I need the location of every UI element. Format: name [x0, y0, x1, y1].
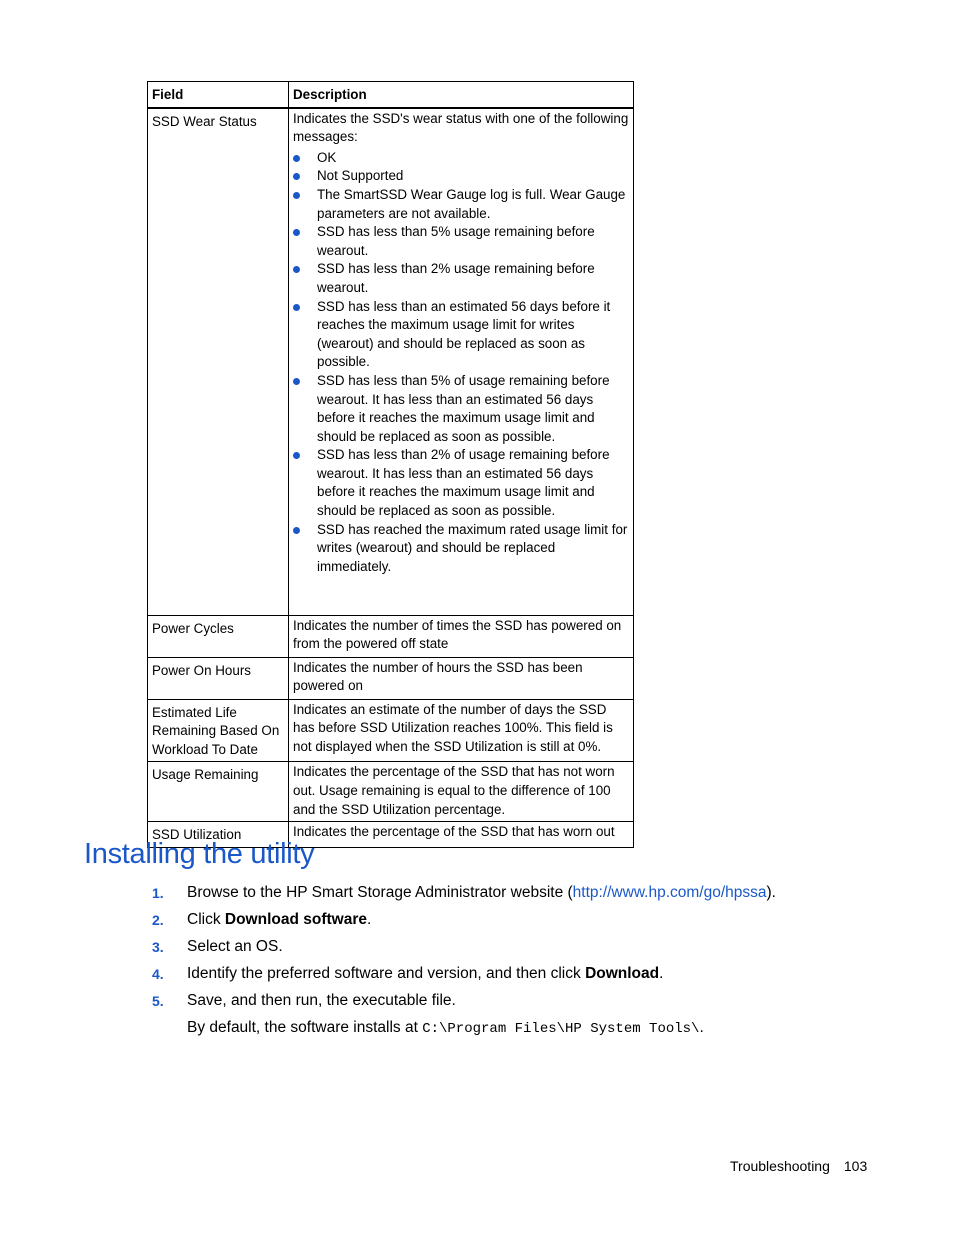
- bullet-icon: [293, 452, 300, 459]
- bullet-icon: [293, 229, 300, 236]
- description-cell: Indicates the percentage of the SSD that has worn out: [289, 822, 634, 848]
- step-number: 2.: [152, 912, 164, 928]
- field-cell: SSD Wear Status: [148, 108, 289, 616]
- step-text: Browse to the HP Smart Storage Administrator website (http://www.hp.com/go/hpssa).: [187, 884, 776, 901]
- header-description: Description: [289, 82, 634, 108]
- table-row: [148, 699, 634, 762]
- bullet-icon: [293, 527, 300, 534]
- header-field: Field: [148, 82, 289, 108]
- section-heading: Installing the utility: [84, 838, 315, 870]
- table-header-row: [148, 82, 634, 108]
- install-path: C:\Program Files\HP System Tools\: [422, 1021, 700, 1037]
- list-item: SSD has less than 5% of usage remaining before wearout. It has less than an estimated 56 days before it reaches the maximum usage limit and should be replaced as soon as possible.: [293, 372, 629, 446]
- ui-term: Download: [585, 965, 660, 982]
- step-item: [152, 909, 852, 936]
- table-row: [148, 108, 634, 616]
- description-cell: Indicates the number of times the SSD has powered on from the powered off state: [289, 615, 634, 657]
- description-cell: Indicates an estimate of the number of days the SSD has before SSD Utilization reaches 100%. This field is not displayed when the SSD Utilization is still at 0%.: [289, 699, 634, 762]
- page-number: 103: [843, 1158, 868, 1174]
- step-text: Select an OS.: [187, 938, 283, 955]
- list-item: SSD has reached the maximum rated usage limit for writes (wearout) and should be replaced immediately.: [293, 521, 629, 577]
- step-text: Save, and then run, the executable file.: [187, 992, 456, 1009]
- bullet-icon: [293, 378, 300, 385]
- step-item: [152, 936, 852, 963]
- list-item: SSD has less than an estimated 56 days before it reaches the maximum usage limit for writes (wearout) and should be replaced as soon as possible.: [293, 298, 629, 372]
- field-cell: Usage Remaining: [148, 762, 289, 822]
- description-cell: Indicates the percentage of the SSD that has not worn out. Usage remaining is equal to the difference of 100 and the SSD Utilization percentage.: [289, 762, 634, 822]
- field-cell: Power On Hours: [148, 657, 289, 699]
- wear-intro: Indicates the SSD's wear status with one of the following messages:: [293, 110, 629, 145]
- table-row: [148, 615, 634, 657]
- bullet-icon: [293, 192, 300, 199]
- list-item: SSD has less than 2% usage remaining before wearout.: [293, 260, 629, 297]
- ui-term: Download software: [224, 911, 367, 928]
- step-text: Click Download software.: [187, 911, 372, 928]
- field-cell: SSD Utilization: [148, 822, 289, 848]
- list-item: Not Supported: [293, 167, 629, 186]
- list-item: SSD has less than 2% of usage remaining before wearout. It has less than an estimated 56 days before it reaches the maximum usage limit and should be replaced as soon as possible.: [293, 446, 629, 520]
- install-note: By default, the software installs at C:\Program Files\HP System Tools\.: [187, 1019, 704, 1037]
- step-number: 1.: [152, 885, 164, 901]
- step-item: [152, 963, 852, 990]
- table-row: [148, 657, 634, 699]
- field-cell: Power Cycles: [148, 615, 289, 657]
- step-number: 5.: [152, 993, 164, 1009]
- step-number: 3.: [152, 939, 164, 955]
- bullet-icon: [293, 266, 300, 273]
- hpssa-link[interactable]: http://www.hp.com/go/hpssa: [572, 884, 767, 901]
- step-item: [152, 882, 852, 909]
- install-steps: [152, 882, 852, 1044]
- field-cell: Estimated Life Remaining Based On Workload To Date: [148, 699, 289, 762]
- step-item: [152, 990, 852, 1017]
- bullet-icon: [293, 173, 300, 180]
- ssd-fields-table: [147, 81, 634, 848]
- bullet-icon: [293, 304, 300, 311]
- list-item: SSD has less than 5% usage remaining before wearout.: [293, 223, 629, 260]
- step-text: Identify the preferred software and version, and then click Download.: [187, 965, 664, 982]
- bullet-icon: [293, 155, 300, 162]
- step-number: 4.: [152, 966, 164, 982]
- list-item: The SmartSSD Wear Gauge log is full. Wear Gauge parameters are not available.: [293, 186, 629, 223]
- description-cell: Indicates the number of hours the SSD has been powered on: [289, 657, 634, 699]
- wear-status-list: [293, 149, 629, 577]
- page-footer: [730, 1158, 867, 1174]
- description-cell: [289, 108, 634, 616]
- table-row: [148, 762, 634, 822]
- list-item: OK: [293, 149, 629, 168]
- footer-section: Troubleshooting: [730, 1158, 830, 1174]
